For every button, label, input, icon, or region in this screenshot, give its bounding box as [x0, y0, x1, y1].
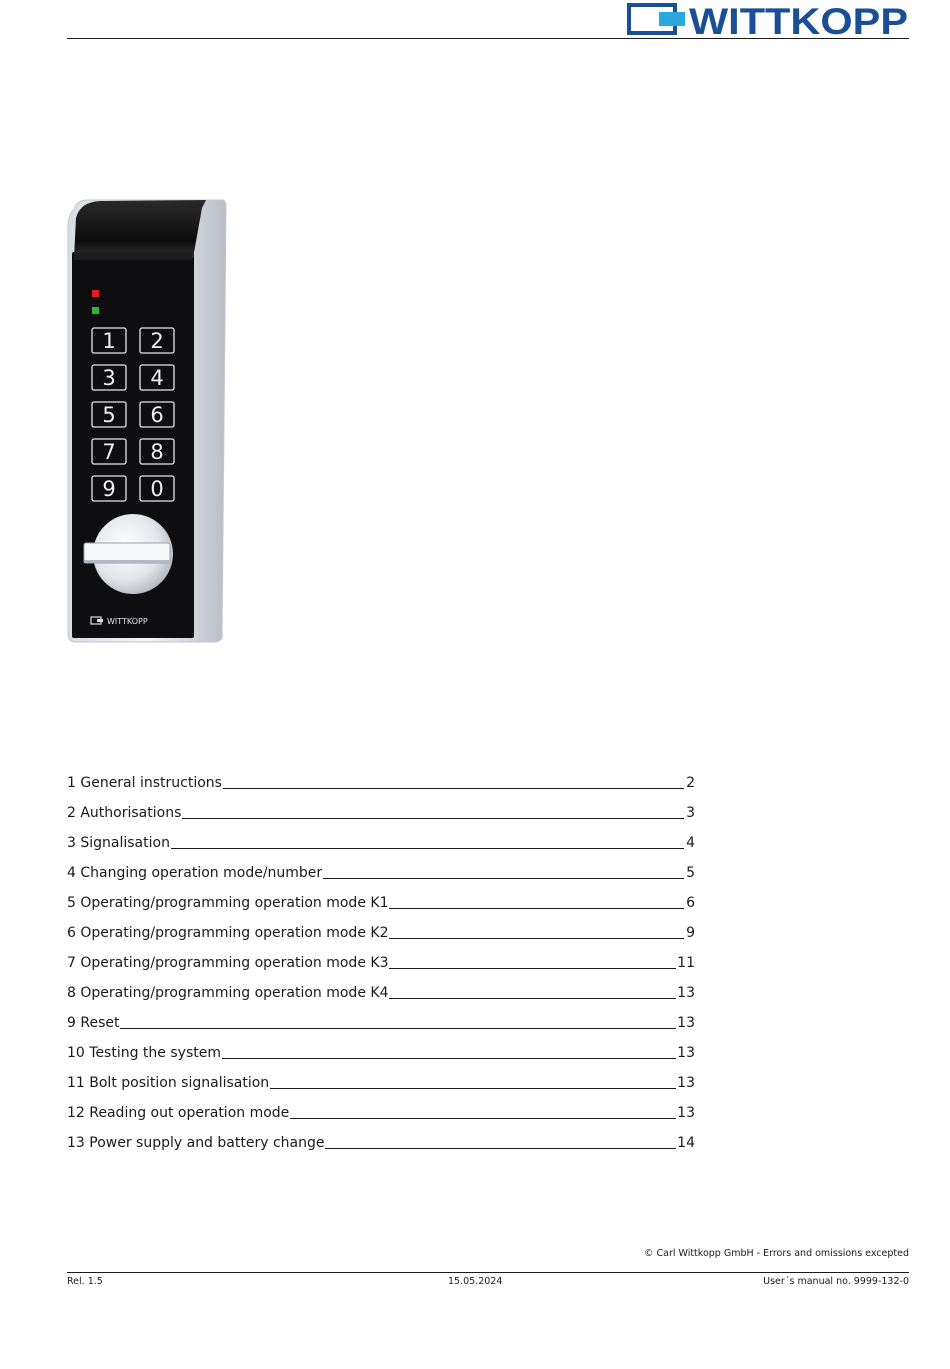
key-2: 2 [150, 329, 164, 353]
red-led [92, 290, 99, 297]
key-4: 4 [150, 366, 164, 390]
toc-page: 3 [686, 805, 695, 821]
release-date: 15.05.2024 [448, 1276, 503, 1287]
footer-divider [67, 1272, 909, 1273]
key-8: 8 [150, 440, 164, 464]
toc-title: 13 Power supply and battery change [67, 1135, 325, 1151]
toc-entry[interactable] [67, 1093, 695, 1123]
toc-leader [389, 968, 676, 969]
toc-page: 6 [686, 895, 695, 911]
toc-entry[interactable] [67, 853, 695, 883]
toc-title: 5 Operating/programming operation mode K1 [67, 895, 389, 911]
toc-title: 12 Reading out operation mode [67, 1105, 290, 1121]
key-3: 3 [102, 366, 116, 390]
keypad-lock-image [66, 198, 228, 644]
toc-entry[interactable] [67, 1063, 695, 1093]
toc-title: 7 Operating/programming operation mode K3 [67, 955, 389, 971]
toc-leader [389, 938, 684, 939]
release-number: Rel. 1.5 [67, 1276, 103, 1287]
toc-leader [222, 1058, 676, 1059]
toc-title: 8 Operating/programming operation mode K4 [67, 985, 389, 1001]
toc-title: 9 Reset [67, 1015, 120, 1031]
toc-entry[interactable] [67, 1123, 695, 1153]
toc-title: 3 Signalisation [67, 835, 170, 851]
toc-leader [389, 998, 676, 999]
toc-entry[interactable] [67, 913, 695, 943]
toc-leader [325, 1148, 676, 1149]
toc-title: 6 Operating/programming operation mode K2 [67, 925, 389, 941]
toc-page: 13 [677, 1105, 695, 1121]
toc-leader [182, 818, 684, 819]
green-led [92, 307, 99, 314]
toc-page: 5 [686, 865, 695, 881]
toc-leader [389, 908, 684, 909]
toc-leader [171, 848, 684, 849]
toc-entry[interactable] [67, 1033, 695, 1063]
toc-entry[interactable] [67, 973, 695, 1003]
toc-title: 1 General instructions [67, 775, 222, 791]
toc-entry[interactable] [67, 823, 695, 853]
toc-title: 4 Changing operation mode/number [67, 865, 323, 881]
logo-text: WITTKOPP [689, 2, 908, 36]
toc-entry[interactable] [67, 1003, 695, 1033]
toc-title: 10 Testing the system [67, 1045, 221, 1061]
toc-title: 11 Bolt position signalisation [67, 1075, 270, 1091]
toc-leader [290, 1118, 676, 1119]
key-6: 6 [150, 403, 164, 427]
toc-entry[interactable] [67, 883, 695, 913]
table-of-contents [67, 763, 695, 1153]
toc-page: 9 [686, 925, 695, 941]
toc-page: 13 [677, 985, 695, 1001]
copyright-notice: © Carl Wittkopp GmbH - Errors and omissions excepted [643, 1248, 909, 1259]
key-9: 9 [102, 477, 116, 501]
toc-title: 2 Authorisations [67, 805, 182, 821]
toc-page: 13 [677, 1015, 695, 1031]
key-1: 1 [102, 329, 116, 353]
toc-leader [323, 878, 684, 879]
toc-leader [223, 788, 684, 789]
svg-text:WITTKOPP: WITTKOPP [107, 617, 148, 626]
toc-page: 4 [686, 835, 695, 851]
key-5: 5 [102, 403, 116, 427]
toc-entry[interactable] [67, 943, 695, 973]
toc-page: 2 [686, 775, 695, 791]
manual-number: User´s manual no. 9999-132-0 [763, 1276, 909, 1287]
key-0: 0 [150, 477, 164, 501]
toc-page: 13 [677, 1045, 695, 1061]
toc-leader [120, 1028, 676, 1029]
toc-page: 14 [677, 1135, 695, 1151]
key-7: 7 [102, 440, 116, 464]
toc-page: 11 [677, 955, 695, 971]
toc-page: 13 [677, 1075, 695, 1091]
toc-entry[interactable] [67, 793, 695, 823]
wittkopp-logo [627, 2, 909, 36]
header-divider [67, 38, 909, 39]
toc-entry[interactable] [67, 763, 695, 793]
toc-leader [270, 1088, 676, 1089]
